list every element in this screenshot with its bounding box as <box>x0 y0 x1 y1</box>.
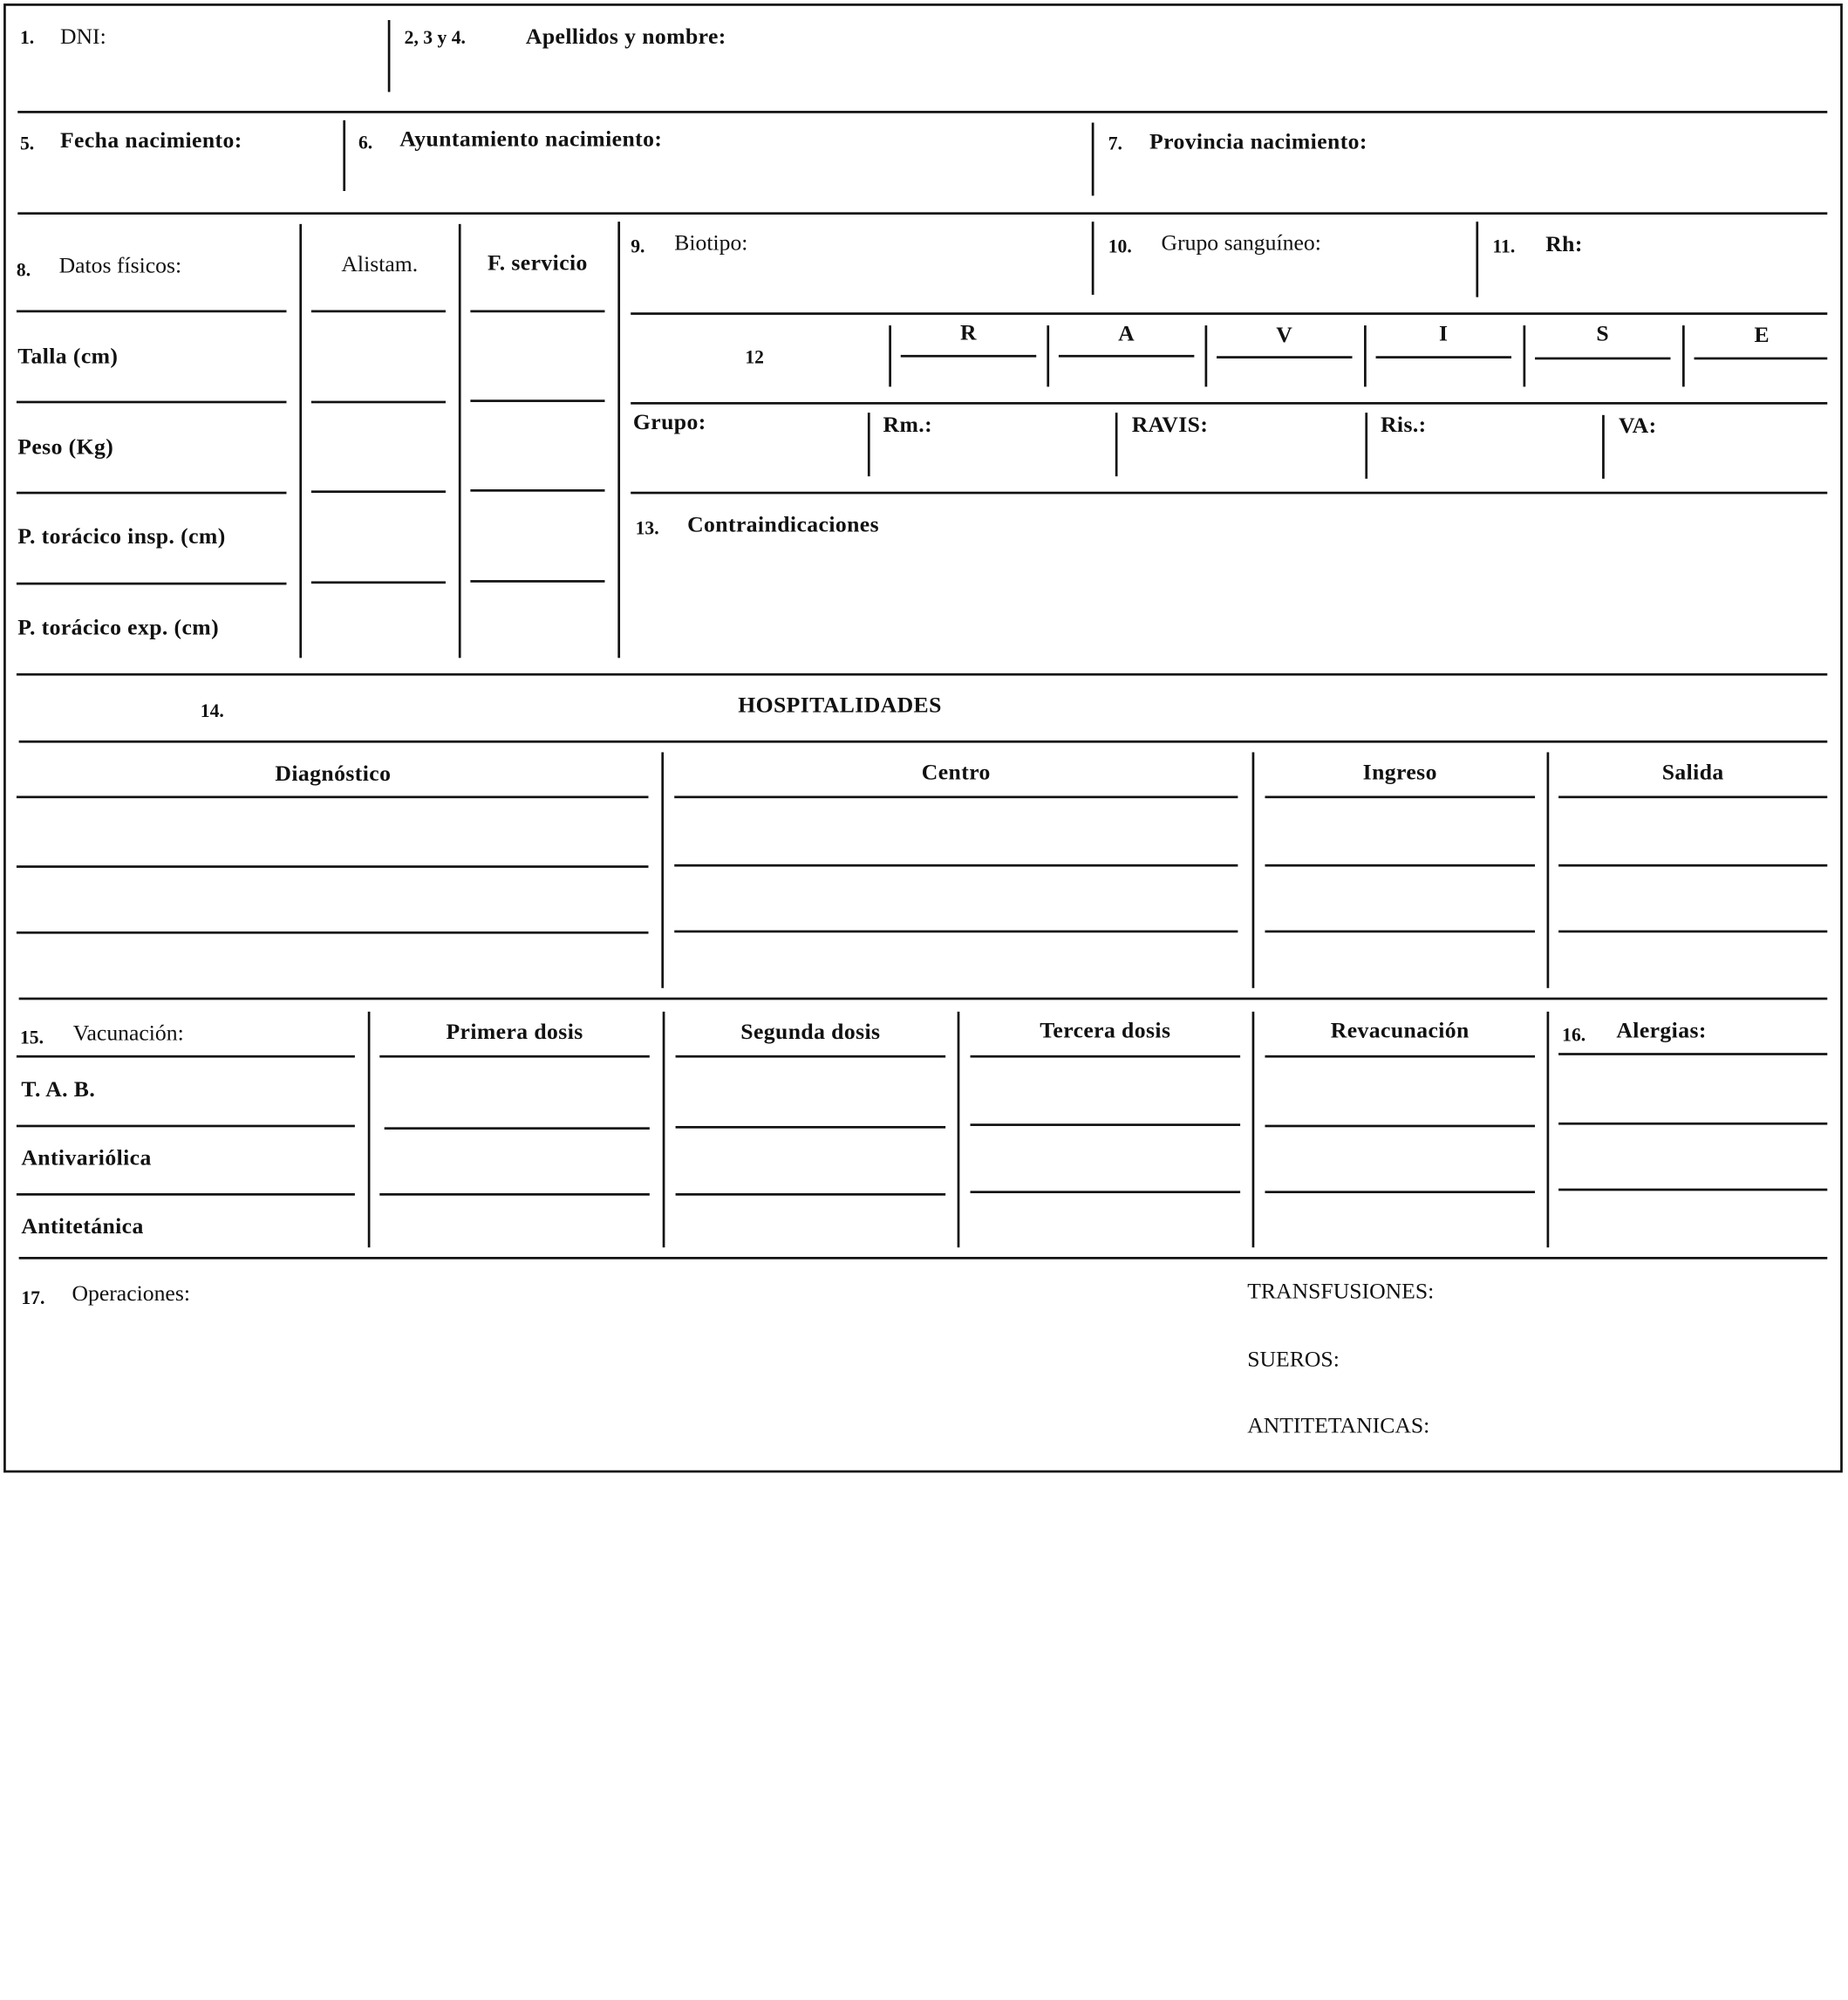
antitetanica-label: Antitetánica <box>21 1214 144 1239</box>
va-label: VA: <box>1619 413 1657 439</box>
row-rule <box>631 312 1827 315</box>
row-rule <box>470 489 604 492</box>
row-rule <box>1695 358 1828 360</box>
row-rule <box>311 581 446 584</box>
centro-header: Centro <box>921 760 991 786</box>
row-rule <box>379 1193 650 1196</box>
apellidos-label: Apellidos y nombre: <box>525 24 726 50</box>
hospitalidades-number: 14. <box>200 701 224 722</box>
ayuntamiento-number: 6. <box>358 133 373 154</box>
divider <box>1682 325 1685 386</box>
toracico-insp-label: P. torácico insp. (cm) <box>17 524 226 549</box>
row-rule <box>17 673 1827 676</box>
row-rule <box>17 111 1827 113</box>
vacunacion-number: 15. <box>19 1027 44 1048</box>
ravise-i: I <box>1439 322 1449 347</box>
row-rule <box>631 402 1827 405</box>
ingreso-header: Ingreso <box>1362 760 1437 786</box>
biotipo-label: Biotipo: <box>674 230 748 256</box>
row-rule <box>1376 356 1511 358</box>
row-rule <box>1217 356 1352 358</box>
divider <box>1252 752 1255 987</box>
primera-dosis-header: Primera dosis <box>446 1020 583 1045</box>
divider <box>1364 325 1367 386</box>
provincia-label: Provincia nacimiento: <box>1149 129 1367 155</box>
row-rule <box>17 1125 355 1128</box>
row-rule <box>1558 795 1827 798</box>
ravise-s: S <box>1596 322 1610 347</box>
row-rule <box>971 1123 1241 1126</box>
divider <box>1092 222 1094 295</box>
hospitalidades-title: HOSPITALIDADES <box>738 693 942 719</box>
row-rule <box>17 1193 355 1196</box>
row-rule <box>311 401 446 404</box>
row-rule <box>17 311 287 313</box>
divider <box>868 413 870 476</box>
row-rule <box>1265 795 1535 798</box>
contraindicaciones-number: 13. <box>635 518 659 539</box>
row-rule <box>17 583 287 585</box>
divider <box>661 752 664 987</box>
row-rule <box>674 931 1238 933</box>
row-rule <box>676 1193 946 1196</box>
ravise-r: R <box>960 320 977 346</box>
rh-number: 11. <box>1492 236 1516 257</box>
row-rule <box>470 311 604 313</box>
fservicio-header: F. servicio <box>488 250 588 276</box>
form-border <box>3 3 1843 1472</box>
operaciones-label: Operaciones: <box>72 1281 190 1307</box>
divider <box>663 1012 665 1247</box>
peso-label: Peso (Kg) <box>17 434 114 461</box>
row-rule <box>470 399 604 402</box>
alergias-label: Alergias: <box>1616 1018 1707 1044</box>
ravis-label: RAVIS: <box>1131 413 1209 438</box>
row-rule <box>1265 864 1535 867</box>
grupo-sanguineo-number: 10. <box>1108 236 1132 257</box>
row-rule <box>1535 358 1670 360</box>
alergias-number: 16. <box>1562 1026 1586 1047</box>
ris-label: Ris.: <box>1380 413 1427 438</box>
divider <box>1524 325 1526 386</box>
row-rule <box>17 492 287 495</box>
ravise-e: E <box>1754 323 1770 348</box>
divider <box>299 224 302 658</box>
row-rule <box>17 795 649 798</box>
row-rule <box>1265 1055 1535 1058</box>
row-rule <box>971 1055 1241 1058</box>
row-rule <box>971 1191 1241 1193</box>
ayuntamiento-label: Ayuntamiento nacimiento: <box>399 126 663 153</box>
row-rule <box>1558 1123 1827 1125</box>
row-rule <box>674 795 1238 798</box>
row-rule <box>1265 931 1535 933</box>
dni-number: 1. <box>19 28 35 49</box>
row-rule <box>1558 864 1827 867</box>
row-rule <box>17 865 649 868</box>
provincia-number: 7. <box>1108 134 1122 155</box>
divider <box>1205 325 1208 386</box>
divider <box>1547 1012 1550 1247</box>
fecha-label: Fecha nacimiento: <box>59 128 242 154</box>
divider <box>1252 1012 1255 1247</box>
grupo-sanguineo-label: Grupo sanguíneo: <box>1161 230 1321 256</box>
row-rule <box>379 1055 650 1058</box>
ravise-a: A <box>1118 322 1135 347</box>
divider <box>1047 325 1049 386</box>
tercera-dosis-header: Tercera dosis <box>1040 1018 1171 1044</box>
divider <box>889 325 891 386</box>
row-rule <box>19 1257 1828 1259</box>
row-rule <box>19 741 1828 743</box>
divider <box>1476 222 1478 297</box>
divider <box>958 1012 960 1247</box>
grupo-label: Grupo: <box>632 410 706 435</box>
datos-fisicos-number: 8. <box>16 260 31 281</box>
row-rule <box>1265 1125 1535 1128</box>
sueros-label: SUEROS: <box>1247 1348 1340 1373</box>
row-rule <box>17 401 287 404</box>
row-rule <box>311 490 446 493</box>
ravise-number: 12 <box>745 347 764 368</box>
rm-label: Rm.: <box>883 413 933 438</box>
row-rule <box>19 998 1828 1000</box>
divider <box>1365 413 1367 479</box>
row-rule <box>1265 1191 1535 1193</box>
divider <box>368 1012 371 1247</box>
divider <box>459 224 461 658</box>
row-rule <box>676 1126 946 1129</box>
apellidos-number: 2, 3 y 4. <box>404 28 466 49</box>
row-rule <box>311 311 446 313</box>
dni-label: DNI: <box>59 24 106 50</box>
talla-label: Talla (cm) <box>17 344 119 370</box>
antivariolica-label: Antivariólica <box>21 1145 152 1171</box>
row-rule <box>901 355 1036 358</box>
row-rule <box>470 580 604 583</box>
rh-label: Rh: <box>1545 232 1583 257</box>
divider <box>1115 413 1118 476</box>
operaciones-number: 17. <box>21 1288 45 1309</box>
row-rule <box>674 864 1238 867</box>
fecha-number: 5. <box>19 134 35 155</box>
row-rule <box>1558 1189 1827 1191</box>
revacunacion-header: Revacunación <box>1330 1018 1470 1044</box>
row-rule <box>17 1055 355 1058</box>
row-rule <box>1558 931 1827 933</box>
alistam-header: Alistam. <box>341 252 419 277</box>
row-rule <box>631 492 1827 495</box>
salida-header: Salida <box>1661 760 1724 786</box>
divider <box>1547 752 1550 987</box>
segunda-dosis-header: Segunda dosis <box>740 1020 881 1045</box>
contraindicaciones-label: Contraindicaciones <box>687 513 880 538</box>
divider <box>617 222 620 658</box>
divider <box>343 120 345 191</box>
vacunacion-label: Vacunación: <box>72 1020 184 1047</box>
divider <box>388 20 391 92</box>
transfusiones-label: TRANSFUSIONES: <box>1247 1279 1435 1305</box>
divider <box>1602 415 1605 479</box>
biotipo-number: 9. <box>631 236 645 257</box>
row-rule <box>17 212 1827 215</box>
datos-fisicos-label: Datos físicos: <box>58 253 182 279</box>
tab-label: T. A. B. <box>21 1077 96 1102</box>
diagnostico-header: Diagnóstico <box>275 761 392 787</box>
row-rule <box>385 1127 650 1130</box>
antitetanicas-label: ANTITETANICAS: <box>1247 1413 1430 1439</box>
row-rule <box>1059 355 1194 358</box>
ravise-v: V <box>1276 323 1293 348</box>
row-rule <box>676 1055 946 1058</box>
divider <box>1092 123 1094 196</box>
row-rule <box>17 932 649 934</box>
row-rule <box>1558 1053 1827 1055</box>
toracico-exp-label: P. torácico exp. (cm) <box>17 615 220 641</box>
